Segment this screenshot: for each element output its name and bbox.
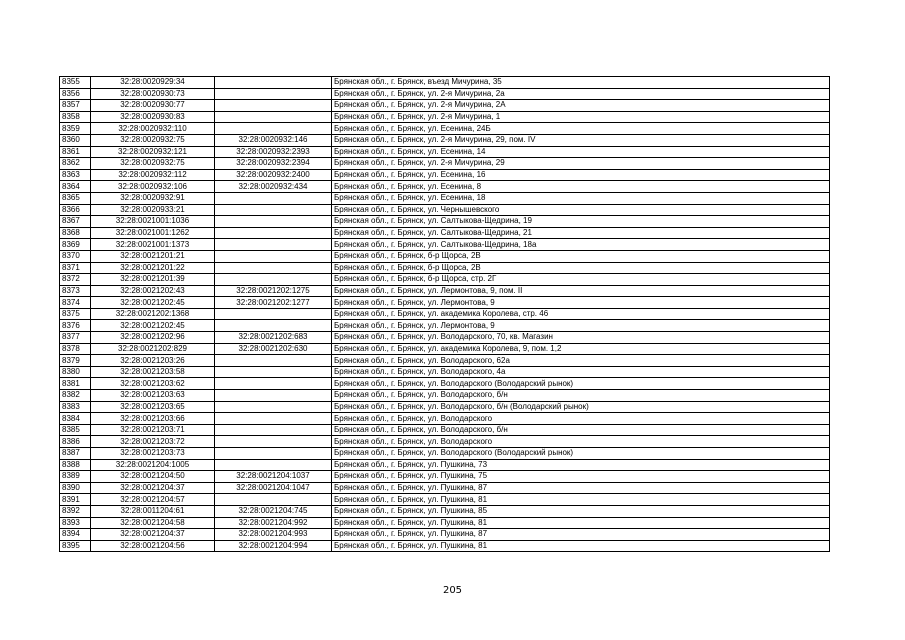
address-cell: Брянская обл., г. Брянск, ул. Лермонтова, 9, пом. II	[332, 285, 830, 297]
registry-table	[59, 76, 830, 552]
object-number-cell: 32:28:0021202:1275	[215, 285, 332, 297]
table-row	[60, 134, 830, 146]
row-number-cell: 8370	[60, 250, 91, 262]
object-number-cell	[215, 459, 332, 471]
row-number-cell: 8392	[60, 505, 91, 517]
row-number-cell: 8357	[60, 100, 91, 112]
row-number-cell: 8374	[60, 297, 91, 309]
object-number-cell	[215, 204, 332, 216]
cadastral-number-cell: 32:28:0021204:56	[91, 540, 215, 552]
cadastral-number-cell: 32:28:0021204:37	[91, 482, 215, 494]
table-row	[60, 239, 830, 251]
cadastral-number-cell: 32:28:0021201:39	[91, 274, 215, 286]
row-number-cell: 8372	[60, 274, 91, 286]
table-row	[60, 355, 830, 367]
object-number-cell: 32:28:0021204:1037	[215, 471, 332, 483]
address-cell: Брянская обл., г. Брянск, ул. Салтыкова-Щедрина, 19	[332, 216, 830, 228]
cadastral-number-cell: 32:28:0021202:1368	[91, 308, 215, 320]
row-number-cell: 8384	[60, 413, 91, 425]
object-number-cell: 32:28:0021204:994	[215, 540, 332, 552]
object-number-cell: 32:28:0020932:146	[215, 134, 332, 146]
table-row	[60, 436, 830, 448]
table-row	[60, 459, 830, 471]
address-cell: Брянская обл., г. Брянск, ул. Володарского, б/н	[332, 424, 830, 436]
document-page	[59, 76, 829, 552]
table-row	[60, 529, 830, 541]
cadastral-number-cell: 32:28:0021204:37	[91, 529, 215, 541]
table-row	[60, 482, 830, 494]
cadastral-number-cell: 32:28:0021201:21	[91, 250, 215, 262]
table-row	[60, 448, 830, 460]
table-row	[60, 77, 830, 89]
object-number-cell	[215, 262, 332, 274]
object-number-cell: 32:28:0021202:683	[215, 332, 332, 344]
row-number-cell: 8360	[60, 134, 91, 146]
address-cell: Брянская обл., г. Брянск, б-р Щорса, 2В	[332, 250, 830, 262]
address-cell: Брянская обл., г. Брянск, ул. Володарского, б/н	[332, 390, 830, 402]
table-row	[60, 158, 830, 170]
registry-table-body	[60, 77, 830, 552]
object-number-cell	[215, 320, 332, 332]
cadastral-number-cell: 32:28:0020932:75	[91, 158, 215, 170]
cadastral-number-cell: 32:28:0020932:75	[91, 134, 215, 146]
address-cell: Брянская обл., г. Брянск, ул. Салтыкова-Щедрина, 21	[332, 227, 830, 239]
address-cell: Брянская обл., г. Брянск, б-р Щорса, 2В	[332, 262, 830, 274]
object-number-cell	[215, 216, 332, 228]
cadastral-number-cell: 32:28:0021204:57	[91, 494, 215, 506]
object-number-cell: 32:28:0020932:2400	[215, 169, 332, 181]
table-row	[60, 332, 830, 344]
row-number-cell: 8391	[60, 494, 91, 506]
row-number-cell: 8377	[60, 332, 91, 344]
row-number-cell: 8366	[60, 204, 91, 216]
object-number-cell	[215, 192, 332, 204]
row-number-cell: 8359	[60, 123, 91, 135]
cadastral-number-cell: 32:28:0021203:71	[91, 424, 215, 436]
row-number-cell: 8358	[60, 111, 91, 123]
table-row	[60, 192, 830, 204]
object-number-cell	[215, 366, 332, 378]
address-cell: Брянская обл., г. Брянск, ул. Пушкина, 87	[332, 529, 830, 541]
row-number-cell: 8356	[60, 88, 91, 100]
address-cell: Брянская обл., г. Брянск, ул. Пушкина, 87	[332, 482, 830, 494]
address-cell: Брянская обл., г. Брянск, ул. академика Королева, стр. 46	[332, 308, 830, 320]
table-row	[60, 494, 830, 506]
address-cell: Брянская обл., г. Брянск, ул. Чернышевского	[332, 204, 830, 216]
object-number-cell	[215, 308, 332, 320]
table-row	[60, 216, 830, 228]
address-cell: Брянская обл., г. Брянск, ул. Володарского, б/н (Володарский рынок)	[332, 401, 830, 413]
address-cell: Брянская обл., г. Брянск, ул. Володарского	[332, 413, 830, 425]
object-number-cell: 32:28:0021204:745	[215, 505, 332, 517]
cadastral-number-cell: 32:28:0020930:77	[91, 100, 215, 112]
object-number-cell: 32:28:0021204:992	[215, 517, 332, 529]
object-number-cell	[215, 494, 332, 506]
address-cell: Брянская обл., г. Брянск, ул. 2-я Мичурина, 2А	[332, 100, 830, 112]
cadastral-number-cell: 32:28:0020932:112	[91, 169, 215, 181]
address-cell: Брянская обл., г. Брянск, ул. Володарского, 4а	[332, 366, 830, 378]
table-row	[60, 413, 830, 425]
row-number-cell: 8364	[60, 181, 91, 193]
cadastral-number-cell: 32:28:0021203:72	[91, 436, 215, 448]
object-number-cell: 32:28:0020932:434	[215, 181, 332, 193]
row-number-cell: 8371	[60, 262, 91, 274]
table-row	[60, 378, 830, 390]
row-number-cell: 8386	[60, 436, 91, 448]
table-row	[60, 285, 830, 297]
address-cell: Брянская обл., г. Брянск, ул. Есенина, 16	[332, 169, 830, 181]
cadastral-number-cell: 32:28:0021203:65	[91, 401, 215, 413]
row-number-cell: 8390	[60, 482, 91, 494]
table-row	[60, 88, 830, 100]
address-cell: Брянская обл., г. Брянск, ул. Володарского, 70, кв. Магазин	[332, 332, 830, 344]
cadastral-number-cell: 32:28:0021202:829	[91, 343, 215, 355]
address-cell: Брянская обл., г. Брянск, ул. Володарского	[332, 436, 830, 448]
table-row	[60, 262, 830, 274]
table-row	[60, 111, 830, 123]
table-row	[60, 424, 830, 436]
cadastral-number-cell: 32:28:0021001:1036	[91, 216, 215, 228]
address-cell: Брянская обл., г. Брянск, ул. Пушкина, 75	[332, 471, 830, 483]
row-number-cell: 8368	[60, 227, 91, 239]
address-cell: Брянская обл., г. Брянск, ул. Володарского (Володарский рынок)	[332, 448, 830, 460]
object-number-cell	[215, 413, 332, 425]
cadastral-number-cell: 32:28:0020933:21	[91, 204, 215, 216]
address-cell: Брянская обл., г. Брянск, ул. Салтыкова-Щедрина, 18а	[332, 239, 830, 251]
object-number-cell: 32:28:0021204:993	[215, 529, 332, 541]
row-number-cell: 8387	[60, 448, 91, 460]
table-row	[60, 274, 830, 286]
object-number-cell	[215, 401, 332, 413]
row-number-cell: 8365	[60, 192, 91, 204]
address-cell: Брянская обл., г. Брянск, ул. Есенина, 18	[332, 192, 830, 204]
address-cell: Брянская обл., г. Брянск, ул. Есенина, 14	[332, 146, 830, 158]
table-row	[60, 390, 830, 402]
table-row	[60, 343, 830, 355]
object-number-cell	[215, 390, 332, 402]
object-number-cell	[215, 239, 332, 251]
table-row	[60, 181, 830, 193]
address-cell: Брянская обл., г. Брянск, б-р Щорса, стр. 2Г	[332, 274, 830, 286]
cadastral-number-cell: 32:28:0021204:50	[91, 471, 215, 483]
row-number-cell: 8363	[60, 169, 91, 181]
row-number-cell: 8393	[60, 517, 91, 529]
table-row	[60, 250, 830, 262]
page-number: 205	[442, 585, 463, 596]
table-row	[60, 517, 830, 529]
cadastral-number-cell: 32:28:0021203:58	[91, 366, 215, 378]
table-row	[60, 366, 830, 378]
table-row	[60, 146, 830, 158]
object-number-cell	[215, 355, 332, 367]
row-number-cell: 8388	[60, 459, 91, 471]
cadastral-number-cell: 32:28:0021203:73	[91, 448, 215, 460]
cadastral-number-cell: 32:28:0021201:22	[91, 262, 215, 274]
row-number-cell: 8383	[60, 401, 91, 413]
row-number-cell: 8378	[60, 343, 91, 355]
address-cell: Брянская обл., г. Брянск, ул. Пушкина, 73	[332, 459, 830, 471]
row-number-cell: 8355	[60, 77, 91, 89]
cadastral-number-cell: 32:28:0021203:26	[91, 355, 215, 367]
table-row	[60, 320, 830, 332]
table-row	[60, 505, 830, 517]
table-row	[60, 100, 830, 112]
cadastral-number-cell: 32:28:0020930:73	[91, 88, 215, 100]
table-row	[60, 308, 830, 320]
address-cell: Брянская обл., г. Брянск, ул. Володарского, 62а	[332, 355, 830, 367]
row-number-cell: 8389	[60, 471, 91, 483]
cadastral-number-cell: 32:28:0021204:58	[91, 517, 215, 529]
table-row	[60, 297, 830, 309]
cadastral-number-cell: 32:28:0021202:96	[91, 332, 215, 344]
address-cell: Брянская обл., г. Брянск, ул. Пушкина, 81	[332, 540, 830, 552]
cadastral-number-cell: 32:28:0021203:63	[91, 390, 215, 402]
row-number-cell: 8362	[60, 158, 91, 170]
cadastral-number-cell: 32:28:0011204:61	[91, 505, 215, 517]
address-cell: Брянская обл., г. Брянск, ул. 2-я Мичурина, 29, пом. IV	[332, 134, 830, 146]
row-number-cell: 8373	[60, 285, 91, 297]
row-number-cell: 8369	[60, 239, 91, 251]
cadastral-number-cell: 32:28:0020929:34	[91, 77, 215, 89]
row-number-cell: 8382	[60, 390, 91, 402]
cadastral-number-cell: 32:28:0020932:106	[91, 181, 215, 193]
address-cell: Брянская обл., г. Брянск, ул. академика Королева, 9, пом. 1,2	[332, 343, 830, 355]
row-number-cell: 8376	[60, 320, 91, 332]
cadastral-number-cell: 32:28:0021001:1373	[91, 239, 215, 251]
object-number-cell	[215, 88, 332, 100]
cadastral-number-cell: 32:28:0021202:45	[91, 320, 215, 332]
address-cell: Брянская обл., г. Брянск, ул. 2-я Мичурина, 1	[332, 111, 830, 123]
object-number-cell: 32:28:0020932:2394	[215, 158, 332, 170]
table-row	[60, 169, 830, 181]
cadastral-number-cell: 32:28:0021001:1262	[91, 227, 215, 239]
row-number-cell: 8380	[60, 366, 91, 378]
address-cell: Брянская обл., г. Брянск, ул. Пушкина, 81	[332, 494, 830, 506]
row-number-cell: 8367	[60, 216, 91, 228]
table-row	[60, 401, 830, 413]
row-number-cell: 8379	[60, 355, 91, 367]
cadastral-number-cell: 32:28:0020932:110	[91, 123, 215, 135]
cadastral-number-cell: 32:28:0020930:83	[91, 111, 215, 123]
table-row	[60, 227, 830, 239]
cadastral-number-cell: 32:28:0020932:121	[91, 146, 215, 158]
object-number-cell	[215, 424, 332, 436]
row-number-cell: 8381	[60, 378, 91, 390]
object-number-cell	[215, 123, 332, 135]
object-number-cell	[215, 77, 332, 89]
address-cell: Брянская обл., г. Брянск, ул. 2-я Мичурина, 29	[332, 158, 830, 170]
table-row	[60, 540, 830, 552]
row-number-cell: 8395	[60, 540, 91, 552]
object-number-cell	[215, 100, 332, 112]
address-cell: Брянская обл., г. Брянск, въезд Мичурина, 35	[332, 77, 830, 89]
address-cell: Брянская обл., г. Брянск, ул. Есенина, 8	[332, 181, 830, 193]
cadastral-number-cell: 32:28:0021203:66	[91, 413, 215, 425]
object-number-cell	[215, 448, 332, 460]
address-cell: Брянская обл., г. Брянск, ул. 2-я Мичурина, 2а	[332, 88, 830, 100]
cadastral-number-cell: 32:28:0020932:91	[91, 192, 215, 204]
address-cell: Брянская обл., г. Брянск, ул. Лермонтова, 9	[332, 297, 830, 309]
object-number-cell: 32:28:0021204:1047	[215, 482, 332, 494]
address-cell: Брянская обл., г. Брянск, ул. Есенина, 24Б	[332, 123, 830, 135]
address-cell: Брянская обл., г. Брянск, ул. Володарского (Володарский рынок)	[332, 378, 830, 390]
table-row	[60, 471, 830, 483]
cadastral-number-cell: 32:28:0021204:1005	[91, 459, 215, 471]
object-number-cell	[215, 274, 332, 286]
object-number-cell	[215, 227, 332, 239]
address-cell: Брянская обл., г. Брянск, ул. Лермонтова, 9	[332, 320, 830, 332]
object-number-cell	[215, 378, 332, 390]
object-number-cell	[215, 111, 332, 123]
object-number-cell	[215, 436, 332, 448]
row-number-cell: 8385	[60, 424, 91, 436]
table-row	[60, 123, 830, 135]
address-cell: Брянская обл., г. Брянск, ул. Пушкина, 85	[332, 505, 830, 517]
cadastral-number-cell: 32:28:0021202:43	[91, 285, 215, 297]
row-number-cell: 8394	[60, 529, 91, 541]
object-number-cell	[215, 250, 332, 262]
object-number-cell: 32:28:0021202:630	[215, 343, 332, 355]
cadastral-number-cell: 32:28:0021202:45	[91, 297, 215, 309]
object-number-cell: 32:28:0020932:2393	[215, 146, 332, 158]
row-number-cell: 8375	[60, 308, 91, 320]
table-row	[60, 204, 830, 216]
row-number-cell: 8361	[60, 146, 91, 158]
object-number-cell: 32:28:0021202:1277	[215, 297, 332, 309]
address-cell: Брянская обл., г. Брянск, ул. Пушкина, 81	[332, 517, 830, 529]
cadastral-number-cell: 32:28:0021203:62	[91, 378, 215, 390]
